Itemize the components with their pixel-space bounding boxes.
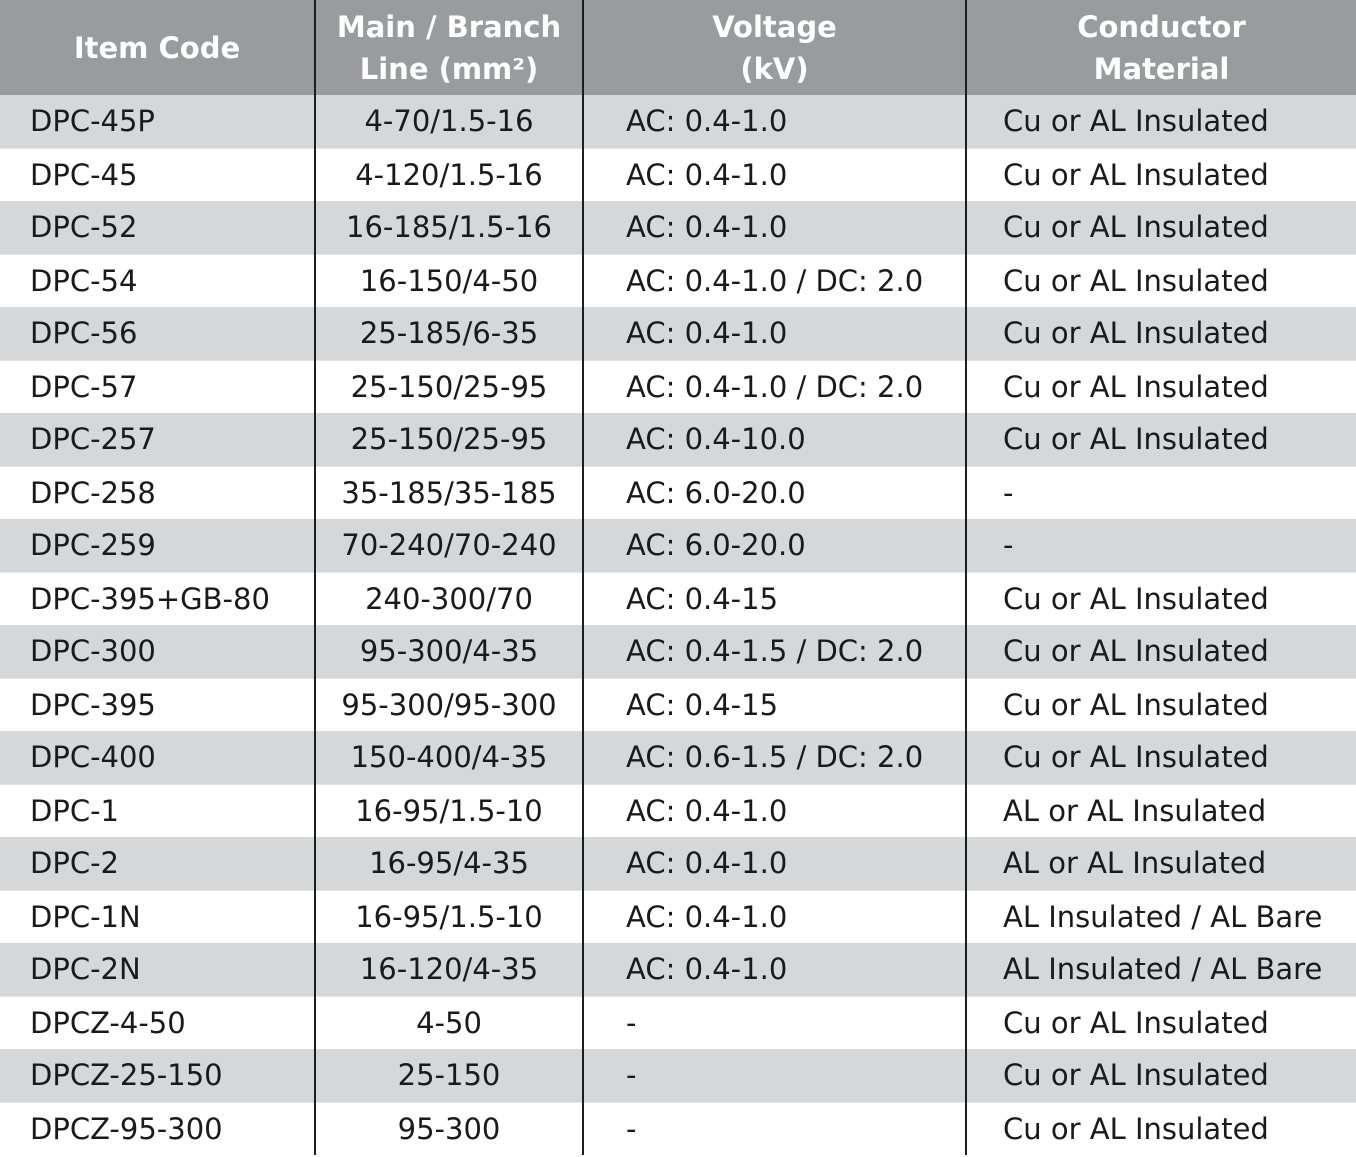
cell-voltage: - — [583, 996, 966, 1049]
cell-voltage: AC: 0.4-10.0 — [583, 413, 966, 466]
header-row — [0, 0, 1356, 95]
cell-main-branch-line: 4-70/1.5-16 — [315, 95, 583, 148]
cell-voltage: AC: 0.4-1.0 / DC: 2.0 — [583, 254, 966, 307]
cell-conductor-material: AL or AL Insulated — [966, 837, 1356, 890]
header-main-branch-line1: Main / Branch — [336, 9, 562, 44]
cell-item-code: DPC-45 — [0, 148, 315, 201]
table-row — [0, 996, 1356, 1049]
table-row — [0, 148, 1356, 201]
cell-main-branch-line: 4-50 — [315, 996, 583, 1049]
cell-item-code: DPC-54 — [0, 254, 315, 307]
table-row — [0, 413, 1356, 466]
cell-main-branch-line: 16-185/1.5-16 — [315, 201, 583, 254]
cell-main-branch-line: 240-300/70 — [315, 572, 583, 625]
header-voltage-line1: Voltage — [712, 9, 837, 44]
cell-item-code: DPCZ-95-300 — [0, 1102, 315, 1155]
cell-item-code: DPC-2 — [0, 837, 315, 890]
cell-voltage: AC: 6.0-20.0 — [583, 519, 966, 572]
table-row — [0, 95, 1356, 148]
cell-conductor-material: Cu or AL Insulated — [966, 254, 1356, 307]
table-row — [0, 1049, 1356, 1102]
cell-main-branch-line: 35-185/35-185 — [315, 466, 583, 519]
table-row — [0, 466, 1356, 519]
header-conductor-material-line1: Conductor — [1077, 9, 1246, 44]
header-main-branch-line2: Line (mm²) — [359, 51, 539, 86]
cell-main-branch-line: 16-95/1.5-10 — [315, 890, 583, 943]
cell-voltage: AC: 0.6-1.5 / DC: 2.0 — [583, 731, 966, 784]
cell-item-code: DPCZ-4-50 — [0, 996, 315, 1049]
cell-main-branch-line: 4-120/1.5-16 — [315, 148, 583, 201]
cell-voltage: AC: 0.4-1.0 — [583, 943, 966, 996]
cell-voltage: AC: 0.4-15 — [583, 572, 966, 625]
cell-item-code: DPC-57 — [0, 360, 315, 413]
cell-main-branch-line: 95-300/95-300 — [315, 678, 583, 731]
cell-conductor-material: - — [966, 519, 1356, 572]
cell-main-branch-line: 25-150/25-95 — [315, 413, 583, 466]
cell-conductor-material: AL or AL Insulated — [966, 784, 1356, 837]
cell-conductor-material: Cu or AL Insulated — [966, 731, 1356, 784]
cell-conductor-material: Cu or AL Insulated — [966, 1049, 1356, 1102]
cell-conductor-material: Cu or AL Insulated — [966, 678, 1356, 731]
cell-item-code: DPC-395 — [0, 678, 315, 731]
cell-main-branch-line: 25-150 — [315, 1049, 583, 1102]
cell-conductor-material: Cu or AL Insulated — [966, 148, 1356, 201]
header-voltage-line2: (kV) — [740, 51, 809, 86]
cell-main-branch-line: 95-300/4-35 — [315, 625, 583, 678]
table-row — [0, 731, 1356, 784]
cell-conductor-material: Cu or AL Insulated — [966, 996, 1356, 1049]
cell-main-branch-line: 25-185/6-35 — [315, 307, 583, 360]
cell-item-code: DPC-395+GB-80 — [0, 572, 315, 625]
table-row — [0, 625, 1356, 678]
cell-conductor-material: Cu or AL Insulated — [966, 413, 1356, 466]
cell-item-code: DPC-52 — [0, 201, 315, 254]
header-main-branch-line — [315, 0, 583, 95]
table-row — [0, 890, 1356, 943]
cell-conductor-material: AL Insulated / AL Bare — [966, 943, 1356, 996]
cell-main-branch-line: 16-120/4-35 — [315, 943, 583, 996]
cell-item-code: DPC-400 — [0, 731, 315, 784]
cell-main-branch-line: 95-300 — [315, 1102, 583, 1155]
cell-conductor-material: AL Insulated / AL Bare — [966, 890, 1356, 943]
header-item-code-line1: Item Code — [73, 30, 241, 65]
table-header — [0, 0, 1356, 95]
cell-conductor-material: Cu or AL Insulated — [966, 1102, 1356, 1155]
cell-item-code: DPC-258 — [0, 466, 315, 519]
cell-main-branch-line: 16-95/1.5-10 — [315, 784, 583, 837]
cell-conductor-material: Cu or AL Insulated — [966, 625, 1356, 678]
cell-voltage: AC: 0.4-1.0 — [583, 784, 966, 837]
cell-voltage: AC: 0.4-1.0 — [583, 890, 966, 943]
table-row — [0, 201, 1356, 254]
cell-voltage: AC: 0.4-1.0 — [583, 307, 966, 360]
cell-voltage: - — [583, 1049, 966, 1102]
cell-conductor-material: Cu or AL Insulated — [966, 572, 1356, 625]
cell-item-code: DPC-56 — [0, 307, 315, 360]
table-row — [0, 784, 1356, 837]
cell-main-branch-line: 16-95/4-35 — [315, 837, 583, 890]
cell-item-code: DPC-300 — [0, 625, 315, 678]
cell-voltage: AC: 0.4-1.0 — [583, 148, 966, 201]
cell-conductor-material: Cu or AL Insulated — [966, 201, 1356, 254]
cell-voltage: AC: 0.4-1.0 / DC: 2.0 — [583, 360, 966, 413]
cell-item-code: DPC-257 — [0, 413, 315, 466]
cell-main-branch-line: 16-150/4-50 — [315, 254, 583, 307]
cell-voltage: - — [583, 1102, 966, 1155]
header-item-code — [0, 0, 315, 95]
cell-conductor-material: Cu or AL Insulated — [966, 307, 1356, 360]
table-body — [0, 95, 1356, 1155]
cell-item-code: DPC-1 — [0, 784, 315, 837]
cell-conductor-material: Cu or AL Insulated — [966, 360, 1356, 413]
table-row — [0, 360, 1356, 413]
cell-item-code: DPC-259 — [0, 519, 315, 572]
header-conductor-material — [966, 0, 1356, 95]
table-row — [0, 1102, 1356, 1155]
cell-item-code: DPC-2N — [0, 943, 315, 996]
cell-item-code: DPC-45P — [0, 95, 315, 148]
cell-conductor-material: Cu or AL Insulated — [966, 95, 1356, 148]
table-row — [0, 943, 1356, 996]
cell-voltage: AC: 0.4-1.5 / DC: 2.0 — [583, 625, 966, 678]
cell-voltage: AC: 0.4-1.0 — [583, 201, 966, 254]
cell-item-code: DPCZ-25-150 — [0, 1049, 315, 1102]
header-conductor-material-line2: Material — [1093, 51, 1230, 86]
cell-voltage: AC: 0.4-1.0 — [583, 95, 966, 148]
table-row — [0, 678, 1356, 731]
header-voltage — [583, 0, 966, 95]
cell-item-code: DPC-1N — [0, 890, 315, 943]
cell-voltage: AC: 0.4-15 — [583, 678, 966, 731]
table-row — [0, 837, 1356, 890]
cell-main-branch-line: 70-240/70-240 — [315, 519, 583, 572]
cell-conductor-material: - — [966, 466, 1356, 519]
cell-main-branch-line: 150-400/4-35 — [315, 731, 583, 784]
cell-voltage: AC: 0.4-1.0 — [583, 837, 966, 890]
table-row — [0, 254, 1356, 307]
table-row — [0, 307, 1356, 360]
table-row — [0, 519, 1356, 572]
table-row — [0, 572, 1356, 625]
cell-main-branch-line: 25-150/25-95 — [315, 360, 583, 413]
cell-voltage: AC: 6.0-20.0 — [583, 466, 966, 519]
